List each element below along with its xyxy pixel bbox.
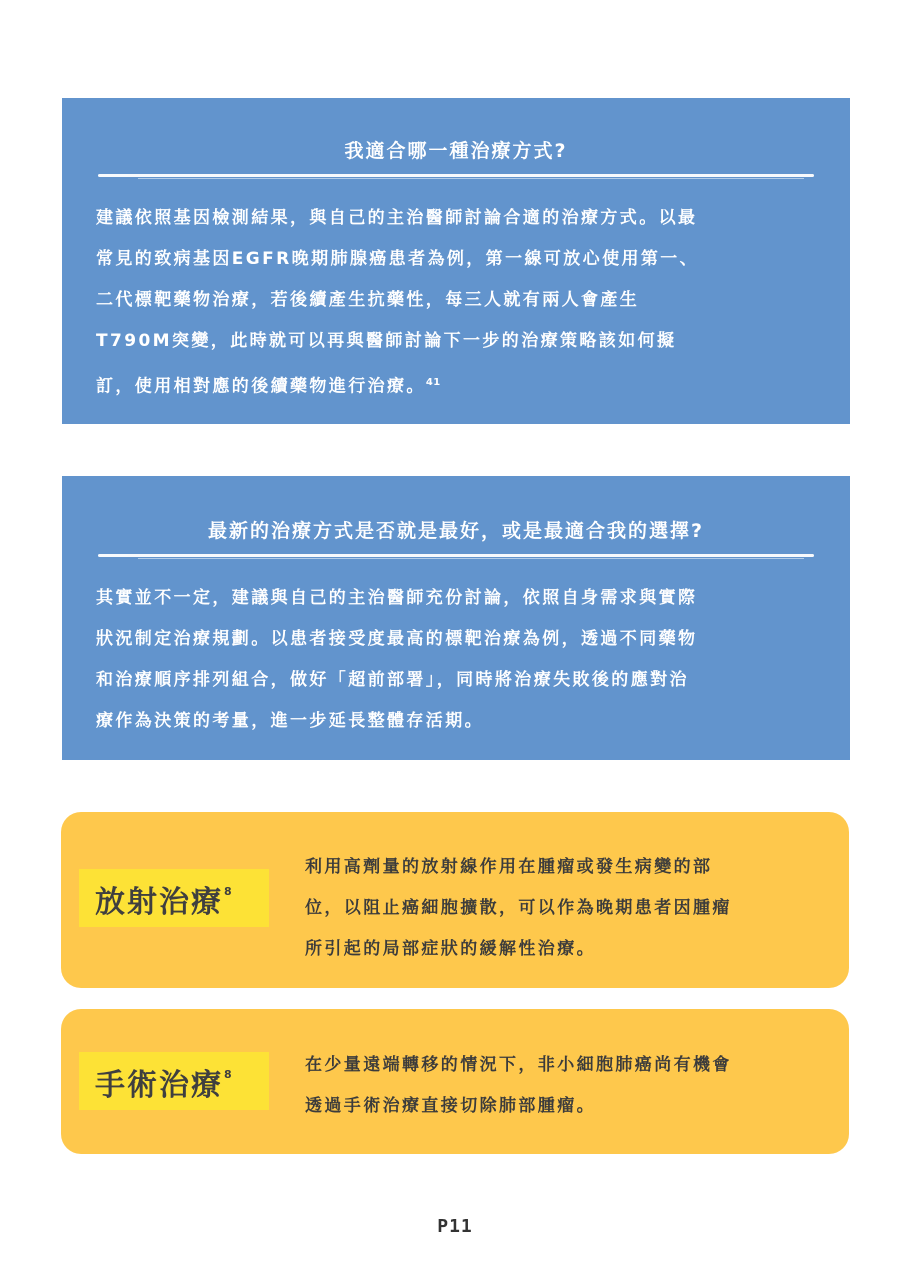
- section-body: [96, 198, 820, 408]
- body-line-last: [96, 362, 820, 408]
- footnote-ref: 8: [224, 885, 232, 898]
- footnote-ref: 8: [224, 1068, 232, 1081]
- description-line: 所引起的局部症狀的緩解性治療。: [305, 939, 596, 959]
- divider: [98, 174, 814, 177]
- radiation-therapy-card: [61, 812, 849, 988]
- body-line-text: 訂，使用相對應的後續藥物進行治療。: [96, 376, 426, 397]
- radiation-therapy-label: [79, 869, 269, 927]
- description-line: 透過手術治療直接切除肺部腫瘤。: [305, 1096, 596, 1116]
- card-description: [305, 847, 819, 970]
- section-title: 最新的治療方式是否就是最好，或是最適合我的選擇?: [207, 520, 705, 542]
- body-line: 和治療順序排列組合，做好「超前部署」，同時將治療失敗後的應對治: [96, 670, 689, 690]
- treatment-choice-box: [62, 98, 850, 424]
- label-text: 手術治療: [95, 1068, 223, 1103]
- body-line: 其實並不一定，建議與自己的主治醫師充份討論，依照自身需求與實際: [96, 588, 698, 608]
- card-description: [305, 1045, 819, 1127]
- divider: [98, 554, 814, 557]
- label-text: 放射治療: [95, 885, 223, 920]
- body-line: 建議依照基因檢測結果，與自己的主治醫師討論合適的治療方式。以最: [96, 208, 698, 228]
- newest-treatment-box: [62, 476, 850, 760]
- body-line: T790M突變，此時就可以再與醫師討論下一步的治療策略該如何擬: [96, 331, 677, 351]
- section-title: 我適合哪一種治療方式?: [344, 140, 568, 162]
- footnote-ref: 41: [425, 377, 441, 388]
- description-line: 利用高劑量的放射線作用在腫瘤或發生病變的部: [305, 857, 713, 877]
- body-line: 療作為決策的考量，進一步延長整體存活期。: [96, 711, 484, 731]
- body-line: 常見的致病基因EGFR晚期肺腺癌患者為例，第一線可放心使用第一、: [96, 249, 700, 269]
- page-number: P11: [437, 1216, 473, 1237]
- section-body: [96, 578, 820, 742]
- surgery-label: [79, 1052, 269, 1110]
- body-line: 狀況制定治療規劃。以患者接受度最高的標靶治療為例，透過不同藥物: [96, 629, 698, 649]
- body-line: 二代標靶藥物治療，若後續產生抗藥性，每三人就有兩人會產生: [96, 290, 640, 310]
- description-line: 在少量遠端轉移的情況下，非小細胞肺癌尚有機會: [305, 1055, 732, 1075]
- surgery-card: [61, 1009, 849, 1154]
- description-line: 位，以阻止癌細胞擴散，可以作為晚期患者因腫瘤: [305, 898, 732, 918]
